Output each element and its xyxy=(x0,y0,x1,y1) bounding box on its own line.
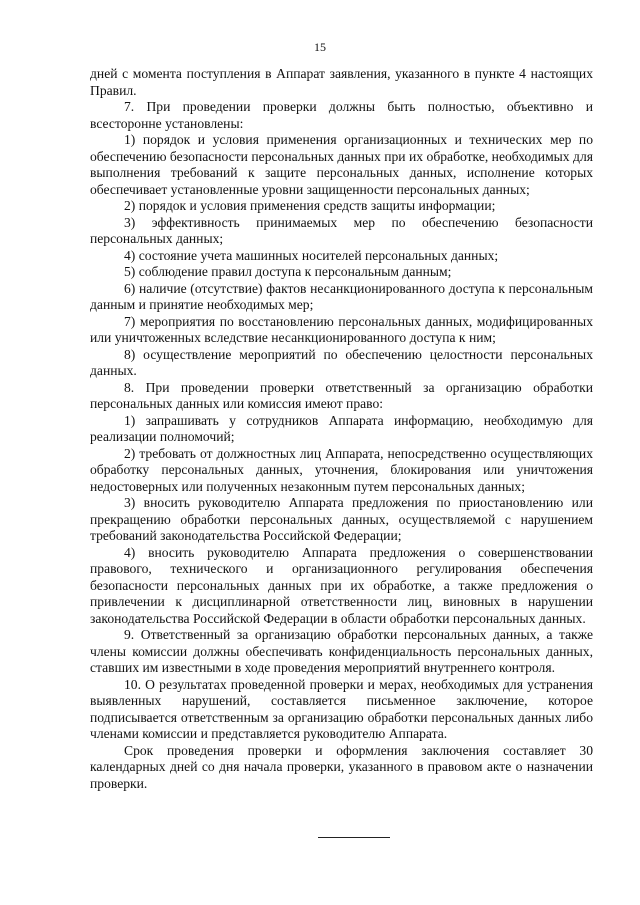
subitem-8-2: 2) требовать от должностных лиц Аппарата, непосредственно осуществляющих обработку персональных данных, уточнения, блокирования или уничтожения недостоверных или полученных незаконным путем персональных данных; xyxy=(90,445,593,494)
subitem-7-5: 5) соблюдение правил доступа к персональным данным; xyxy=(124,264,452,279)
paragraph-item-7: 7. При проведении проверки должны быть полностью, объективно и всесторонне установлены: xyxy=(90,99,593,131)
paragraph-continuation: дней с момента поступления в Аппарат заявления, указанного в пункте 4 настоящих Правил. xyxy=(90,66,593,98)
subitem-7-2: 2) порядок и условия применения средств защиты информации; xyxy=(124,198,496,213)
document-body xyxy=(90,66,593,792)
subitem-8-4: 4) вносить руководителю Аппарата предложения о совершенствовании правового, технического и организационного регулирования обеспечения безопасности персональных данных при их обработке, а также предложения о привлечении к дисциплинарной ответственности лиц, виновных в нарушении законодательства Российской Федерации в области обработки персональных данных. xyxy=(90,544,593,626)
subitem-8-1: 1) запрашивать у сотрудников Аппарата информацию, необходимую для реализации полномочий; xyxy=(90,412,593,444)
subitem-7-6: 6) наличие (отсутствие) фактов несанкционированного доступа к персональным данным и принятие необходимых мер; xyxy=(90,280,593,312)
paragraph-item-9: 9. Ответственный за организацию обработки персональных данных, а также члены комиссии должны обеспечивать конфиденциальность персональных данных, ставших им известными в ходе проведения мероприятий внутреннего контроля. xyxy=(90,627,593,675)
end-separator-line xyxy=(318,837,390,838)
subitem-7-4: 4) состояние учета машинных носителей персональных данных; xyxy=(124,247,499,263)
paragraph-deadline: Срок проведения проверки и оформления заключения составляет 30 календарных дней со дня начала проверки, указанного в правовом акте о назначении проверки. xyxy=(90,742,593,791)
subitem-8-3: 3) вносить руководителю Аппарата предложения по приостановлению или прекращению обработки персональных данных, осуществляемой с нарушением требований законодательства Российской Федерации; xyxy=(90,495,593,543)
subitem-7-1: 1) порядок и условия применения организационных и технических мер по обеспечению безопасности персональных данных при их обработке, необходимых для выполнения требований к защите персональных данных, исполнение которых обеспечивает установленные уровни защищенности персональных данных; xyxy=(90,132,593,197)
paragraph-item-8: 8. При проведении проверки ответственный за организацию обработки персональных данных или комиссия имеют право: xyxy=(90,379,593,411)
paragraph-item-10: 10. О результатах проведенной проверки и мерах, необходимых для устранения выявленных нарушений, составляется письменное заключение, которое подписывается ответственным за организацию обработки персональных данных либо членами комиссии и представляется руководителю Аппарата. xyxy=(90,676,593,741)
page-number: 15 xyxy=(314,40,326,54)
subitem-7-8: 8) осуществление мероприятий по обеспечению целостности персональных данных. xyxy=(90,346,593,378)
subitem-7-7: 7) мероприятия по восстановлению персональных данных, модифицированных или уничтоженных вследствие несанкционированного доступа к ним; xyxy=(90,313,593,345)
subitem-7-3: 3) эффективность принимаемых мер по обеспечению безопасности персональных данных; xyxy=(90,214,593,246)
